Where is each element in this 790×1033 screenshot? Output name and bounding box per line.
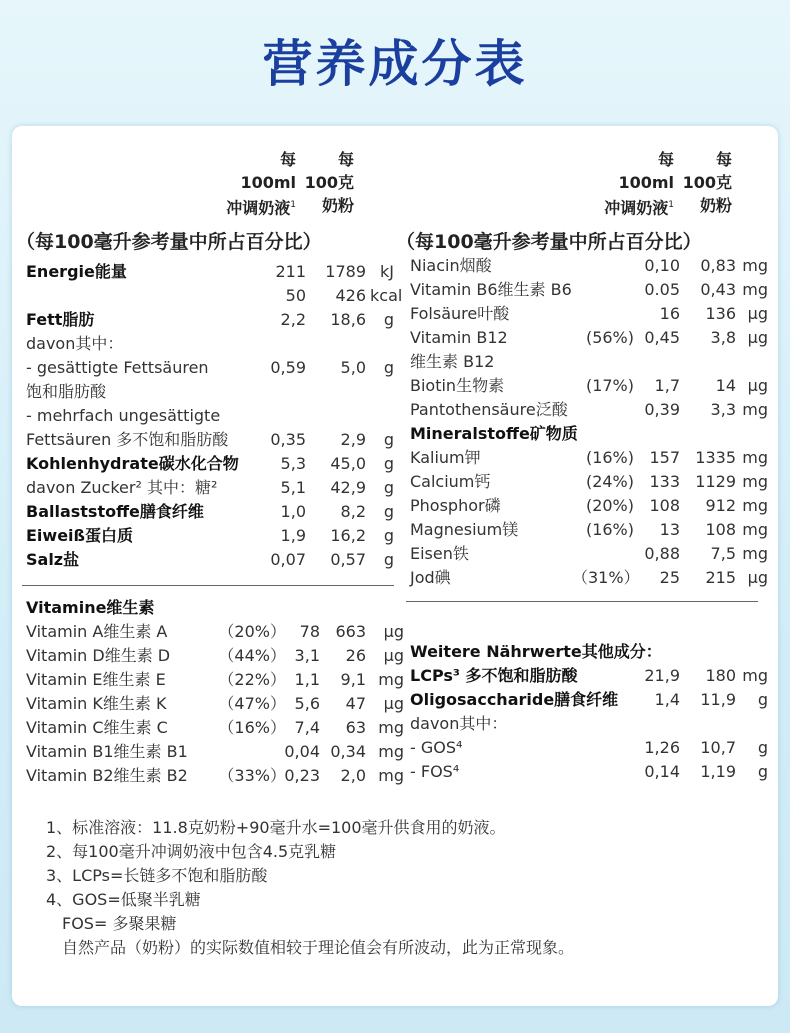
- nutrient-label: Fettsäuren 多不饱和脂肪酸: [26, 430, 229, 449]
- footnote-line: 4、GOS=低聚半乳糖: [46, 890, 201, 909]
- value-per-100g: 1129: [695, 472, 736, 491]
- value-per-100g: 42,9: [330, 478, 366, 497]
- value-per-100ml: 211: [275, 262, 306, 281]
- nutrient-label: Biotin生物素: [410, 376, 505, 395]
- nutrient-row: [410, 302, 770, 326]
- nutrient-row: [410, 422, 770, 446]
- value-per-100ml: 2,2: [280, 310, 306, 329]
- value-per-100ml: 133: [649, 472, 680, 491]
- further-nutrient-row: [410, 736, 770, 760]
- nutrient-label: Vitamin K维生素 K: [26, 694, 167, 713]
- nutrient-label: Salz盐: [26, 550, 80, 569]
- value-per-100g: 0,57: [330, 550, 366, 569]
- unit-label: g: [757, 690, 768, 709]
- nutrient-label: Mineralstoffe矿物质: [410, 424, 578, 443]
- vitamin-row: [26, 740, 404, 764]
- nutrient-label: Jod碘: [410, 568, 451, 587]
- value-per-100g: 0,34: [330, 742, 366, 761]
- percentage-value: (16%): [585, 448, 634, 467]
- value-per-100ml: 0,14: [644, 762, 680, 781]
- value-per-100g: 663: [335, 622, 366, 641]
- nutrient-row: [26, 452, 396, 476]
- unit-label: mg: [742, 400, 768, 419]
- footnote-line: 2、每100毫升冲调奶液中包含4.5克乳糖: [46, 842, 337, 861]
- percentage-value: (17%): [585, 376, 634, 395]
- left-percentage-title: （每100毫升参考量中所占百分比）: [16, 231, 322, 253]
- nutrient-row: [410, 446, 770, 470]
- value-per-100g: 47: [345, 694, 366, 713]
- unit-label: mg: [742, 472, 768, 491]
- header-desc-label: 冲调奶液$^1$: [226, 198, 296, 218]
- nutrient-label: Vitamin B2维生素 B2: [26, 766, 188, 785]
- vitamin-row: [26, 644, 404, 668]
- footnote-line: 3、LCPs=长链多不饱和脂肪酸: [46, 866, 268, 885]
- value-per-100ml: 0,88: [644, 544, 680, 563]
- unit-label: mg: [742, 496, 768, 515]
- nutrient-row: [410, 254, 770, 278]
- value-per-100ml: 1,9: [280, 526, 306, 545]
- right-column-header-per100ml: [570, 148, 674, 219]
- value-per-100g: 11,9: [700, 690, 736, 709]
- percentage-value: (24%): [585, 472, 634, 491]
- nutrient-row: [26, 428, 396, 452]
- value-per-100ml: 108: [649, 496, 680, 515]
- unit-label: mg: [742, 448, 768, 467]
- unit-label: mg: [742, 544, 768, 563]
- value-per-100ml: 1,4: [654, 690, 680, 709]
- percentage-value: （47%）: [218, 694, 286, 713]
- nutrient-label: Vitamin D维生素 D: [26, 646, 171, 665]
- value-per-100g: 108: [705, 520, 736, 539]
- right-divider: [406, 601, 758, 602]
- value-per-100g: 7,5: [710, 544, 736, 563]
- value-per-100g: 426: [335, 286, 366, 305]
- percentage-value: （16%）: [218, 718, 286, 737]
- value-per-100ml: 0,39: [644, 400, 680, 419]
- header-per-label: 每: [337, 150, 354, 169]
- nutrient-label: Pantothensäure泛酸: [410, 400, 568, 419]
- value-per-100ml: 21,9: [644, 666, 680, 685]
- value-per-100ml: 1,26: [644, 738, 680, 757]
- percentage-value: (56%): [585, 328, 634, 347]
- nutrient-row: [26, 524, 396, 548]
- header-per-label: 每: [657, 150, 674, 169]
- nutrient-row: [410, 470, 770, 494]
- unit-label: µg: [383, 694, 404, 713]
- value-per-100g: 1789: [325, 262, 366, 281]
- value-per-100g: 1,19: [700, 762, 736, 781]
- value-per-100g: 14: [715, 376, 736, 395]
- unit-label: g: [757, 738, 768, 757]
- nutrient-label: Magnesium镁: [410, 520, 519, 539]
- footnote-line: FOS= 多聚果糖: [62, 914, 177, 933]
- further-nutrient-row: [410, 760, 770, 784]
- nutrient-label: Phosphor磷: [410, 496, 501, 515]
- unit-label: µg: [383, 622, 404, 641]
- percentage-value: (20%): [585, 496, 634, 515]
- left-column-header-per100g: [296, 148, 354, 217]
- nutrient-label: Vitamin E维生素 E: [26, 670, 166, 689]
- unit-label: g: [383, 478, 394, 497]
- nutrient-label: davon Zucker² 其中：糖²: [26, 478, 218, 497]
- header-per-label: 每: [279, 150, 296, 169]
- vitamin-row: [26, 764, 404, 788]
- value-per-100ml: 0,45: [644, 328, 680, 347]
- unit-label: µg: [747, 304, 768, 323]
- unit-label: µg: [383, 646, 404, 665]
- nutrient-row: [410, 494, 770, 518]
- value-per-100g: 136: [705, 304, 736, 323]
- value-per-100ml: 1,1: [294, 670, 320, 689]
- nutrient-label: Ballaststoffe膳食纤维: [26, 502, 204, 521]
- header-per-label: 每: [715, 150, 732, 169]
- unit-label: mg: [378, 766, 404, 785]
- unit-label: mg: [378, 718, 404, 737]
- nutrient-label: Energie能量: [26, 262, 127, 281]
- percentage-value: （20%）: [218, 622, 286, 641]
- value-per-100g: 2,0: [340, 766, 366, 785]
- value-per-100ml: 16: [659, 304, 680, 323]
- value-per-100g: 9,1: [340, 670, 366, 689]
- unit-label: µg: [747, 568, 768, 587]
- value-per-100ml: 0,23: [284, 766, 320, 785]
- header-unit-label: 100ml: [618, 173, 674, 192]
- further-nutrient-row: [410, 664, 770, 688]
- nutrient-label: 维生素 B12: [410, 352, 495, 371]
- vitamin-row: [26, 716, 404, 740]
- further-nutrient-row: [410, 688, 770, 712]
- unit-label: mg: [378, 670, 404, 689]
- value-per-100ml: 13: [659, 520, 680, 539]
- nutrient-label: Fett脂肪: [26, 310, 95, 329]
- unit-label: mg: [742, 520, 768, 539]
- page-title: 营养成分表: [262, 35, 528, 93]
- value-per-100ml: 5,1: [280, 478, 306, 497]
- nutrient-row: [26, 500, 396, 524]
- nutrient-label: Calcium钙: [410, 472, 491, 491]
- nutrient-label: davon其中：: [26, 334, 124, 353]
- unit-label: mg: [742, 280, 768, 299]
- unit-label: mg: [742, 256, 768, 275]
- nutrient-label: - GOS⁴: [410, 738, 463, 757]
- value-per-100g: 10,7: [700, 738, 736, 757]
- nutrient-label: Eiweiß蛋白质: [26, 526, 134, 545]
- value-per-100ml: 0,59: [270, 358, 306, 377]
- value-per-100ml: 1,0: [280, 502, 306, 521]
- value-per-100ml: 0,07: [270, 550, 306, 569]
- nutrient-row: [26, 356, 396, 380]
- nutrient-label: - mehrfach ungesättigte: [26, 406, 221, 425]
- nutrient-label: Eisen铁: [410, 544, 469, 563]
- nutrient-row: [26, 404, 396, 428]
- nutrient-row: [26, 476, 396, 500]
- further-nutrients-title: Weitere Nährwerte其他成分：: [410, 642, 662, 661]
- header-unit-label: 100ml: [240, 173, 296, 192]
- footnote-line: 1、标准溶液：11.8克奶粉+90毫升水=100毫升供食用的奶液。: [46, 818, 506, 837]
- value-per-100g: 45,0: [330, 454, 366, 473]
- value-per-100g: 215: [705, 568, 736, 587]
- value-per-100g: 180: [705, 666, 736, 685]
- value-per-100g: 0,83: [700, 256, 736, 275]
- header-desc-label: 奶粉: [699, 196, 732, 215]
- nutrient-row: [410, 566, 770, 590]
- nutrient-row: [410, 374, 770, 398]
- header-unit-label: 100克: [304, 173, 354, 192]
- nutrient-row: [410, 518, 770, 542]
- vitamin-row: [26, 620, 404, 644]
- vitamin-row: [26, 692, 404, 716]
- unit-label: µg: [747, 328, 768, 347]
- value-per-100g: 26: [345, 646, 366, 665]
- value-per-100g: 1335: [695, 448, 736, 467]
- vitamin-row: [26, 668, 404, 692]
- value-per-100ml: 5,6: [294, 694, 320, 713]
- header-desc-label: 奶粉: [321, 196, 354, 215]
- nutrient-row: [26, 332, 396, 356]
- value-per-100ml: 157: [649, 448, 680, 467]
- unit-label: mg: [742, 666, 768, 685]
- value-per-100g: 912: [705, 496, 736, 515]
- value-per-100ml: 50: [285, 286, 306, 305]
- unit-label: g: [383, 526, 394, 545]
- percentage-value: (16%): [585, 520, 634, 539]
- nutrient-row: [410, 278, 770, 302]
- nutrient-label: 饱和脂肪酸: [26, 382, 107, 401]
- nutrient-label: - gesättigte Fettsäuren: [26, 358, 209, 377]
- nutrient-row: [410, 398, 770, 422]
- nutrient-row: [26, 548, 396, 572]
- nutrient-label: Kohlenhydrate碳水化合物: [26, 454, 239, 473]
- nutrient-label: - FOS⁴: [410, 762, 460, 781]
- percentage-value: （33%）: [218, 766, 286, 785]
- value-per-100ml: 3,1: [294, 646, 320, 665]
- unit-label: g: [383, 430, 394, 449]
- percentage-value: （31%）: [572, 568, 640, 587]
- nutrient-label: Vitamin A维生素 A: [26, 622, 168, 641]
- nutrition-card: [12, 126, 778, 1006]
- value-per-100ml: 1,7: [654, 376, 680, 395]
- value-per-100g: 63: [345, 718, 366, 737]
- value-per-100g: 8,2: [340, 502, 366, 521]
- unit-label: µg: [747, 376, 768, 395]
- value-per-100ml: 0.05: [644, 280, 680, 299]
- unit-label: kcal: [370, 286, 403, 305]
- nutrient-row: [26, 308, 396, 332]
- header-desc-label: 冲调奶液$^1$: [604, 198, 674, 218]
- nutrient-label: Kalium钾: [410, 448, 481, 467]
- unit-label: g: [383, 550, 394, 569]
- value-per-100g: 2,9: [340, 430, 366, 449]
- nutrient-label: Oligosaccharide膳食纤维: [410, 690, 619, 709]
- unit-label: g: [383, 310, 394, 329]
- value-per-100g: 3,3: [710, 400, 736, 419]
- value-per-100g: 0,43: [700, 280, 736, 299]
- unit-label: g: [383, 454, 394, 473]
- footnote-line: 自然产品（奶粉）的实际数值相较于理论值会有所波动，此为正常现象。: [62, 938, 575, 957]
- nutrient-label: davon其中：: [410, 714, 508, 733]
- nutrient-row: [410, 350, 770, 374]
- value-per-100ml: 25: [659, 568, 680, 587]
- left-column-header-per100ml: [192, 148, 296, 219]
- value-per-100g: 5,0: [340, 358, 366, 377]
- nutrient-label: Folsäure叶酸: [410, 304, 510, 323]
- nutrient-row: [26, 380, 396, 404]
- vitamins-title: Vitamine维生素: [26, 598, 155, 617]
- header-unit-label: 100克: [682, 173, 732, 192]
- nutrient-row: [26, 260, 396, 284]
- unit-label: mg: [378, 742, 404, 761]
- nutrient-label: Niacin烟酸: [410, 256, 492, 275]
- value-per-100ml: 78: [299, 622, 320, 641]
- right-percentage-title: （每100毫升参考量中所占百分比）: [396, 231, 702, 253]
- percentage-value: （44%）: [218, 646, 286, 665]
- nutrient-label: Vitamin B12: [410, 328, 508, 347]
- unit-label: g: [757, 762, 768, 781]
- percentage-value: （22%）: [218, 670, 286, 689]
- value-per-100g: 18,6: [330, 310, 366, 329]
- value-per-100g: 16,2: [330, 526, 366, 545]
- nutrient-label: LCPs³ 多不饱和脂肪酸: [410, 666, 578, 685]
- nutrient-label: Vitamin C维生素 C: [26, 718, 168, 737]
- right-column-header-per100g: [674, 148, 732, 217]
- value-per-100g: 3,8: [710, 328, 736, 347]
- value-per-100ml: 0,35: [270, 430, 306, 449]
- unit-label: g: [383, 502, 394, 521]
- value-per-100ml: 5,3: [280, 454, 306, 473]
- nutrient-row: [26, 284, 403, 308]
- value-per-100ml: 0,04: [284, 742, 320, 761]
- value-per-100ml: 7,4: [294, 718, 320, 737]
- nutrient-row: [410, 542, 770, 566]
- nutrient-label: Vitamin B6维生素 B6: [410, 280, 572, 299]
- further-nutrient-row: [410, 712, 770, 736]
- value-per-100ml: 0,10: [644, 256, 680, 275]
- unit-label: g: [383, 358, 394, 377]
- left-divider: [22, 585, 394, 586]
- nutrient-row: [410, 326, 770, 350]
- nutrient-label: Vitamin B1维生素 B1: [26, 742, 188, 761]
- unit-label: kJ: [380, 262, 394, 281]
